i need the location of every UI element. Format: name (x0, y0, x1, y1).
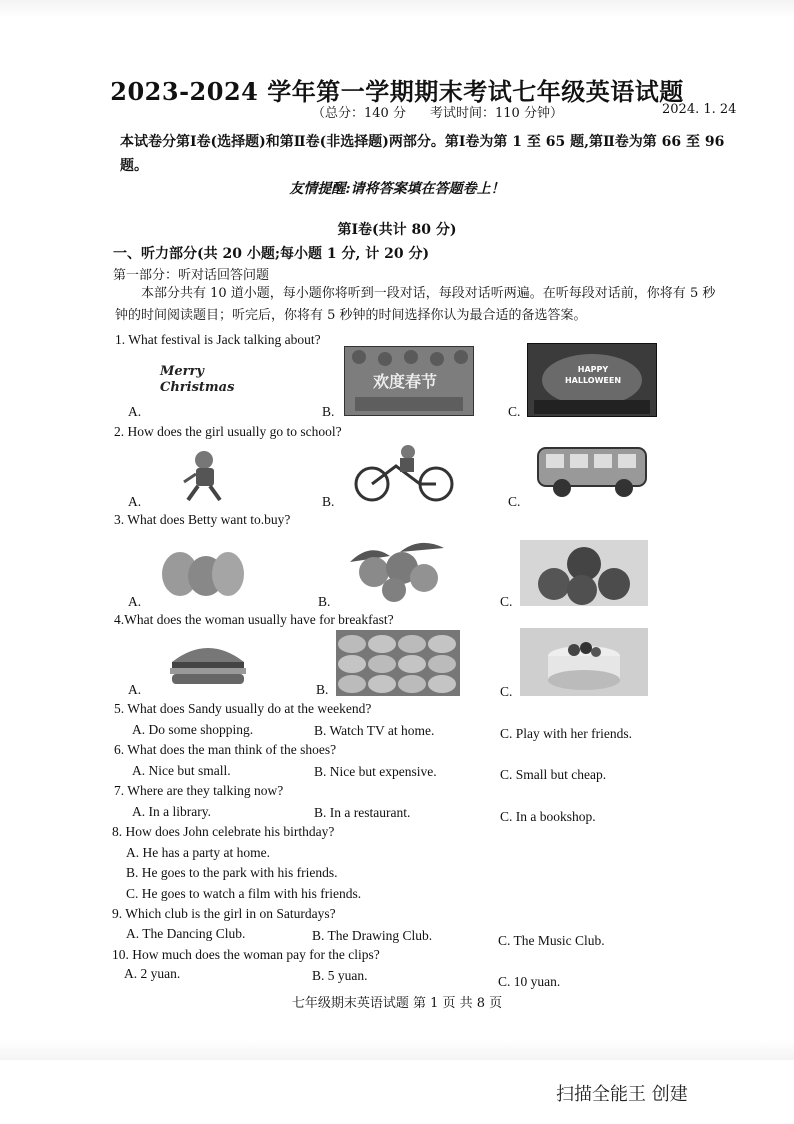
q2-option-a: A. (128, 494, 142, 509)
q5-option-a: A. Do some shopping. (132, 722, 254, 737)
q8-option-a: A. He has a party at home. (126, 845, 270, 860)
spring-festival-image: 欢度春节 (344, 346, 474, 416)
question-1: 1. What festival is Jack talking about? (115, 332, 321, 347)
q10-option-b: B. 5 yuan. (312, 968, 368, 983)
q5-option-c: C. Play with her friends. (500, 726, 632, 741)
total-score: （总分：140 分 (312, 106, 406, 121)
q6-option-b: B. Nice but expensive. (314, 764, 437, 779)
question-7: 7. Where are they talking now? (114, 783, 284, 798)
exam-date: 2024. 1. 24 (662, 102, 737, 117)
walking-girl-image (176, 448, 234, 504)
q7-option-c: C. In a bookshop. (500, 809, 596, 824)
q7-option-b: B. In a restaurant. (314, 805, 411, 820)
page-title: 2023-2024 学年第一学期期末考试七年级英语试题 (110, 77, 684, 106)
question-8: 8. How does John celebrate his birthday? (112, 824, 335, 839)
pears-image (158, 542, 248, 598)
page-footer: 七年级期末英语试题 第 1 页 共 8 页 (291, 996, 503, 1011)
question-6: 6. What does the man think of the shoes? (114, 742, 337, 757)
question-3: 3. What does Betty want to.buy? (114, 512, 291, 527)
halloween-image: HAPPY HALLOWEEN (527, 343, 657, 417)
school-bus-image (534, 444, 652, 500)
q5-option-b: B. Watch TV at home. (314, 723, 435, 738)
q4-option-a: A. (128, 682, 142, 697)
part-heading: 第Ⅰ卷(共计 80 分) (337, 222, 457, 238)
exam-time: 考试时间：110 分钟） (430, 106, 563, 121)
q3-option-a: A. (128, 594, 142, 609)
q3-option-b: B. (318, 594, 331, 609)
q4-option-b: B. (316, 682, 329, 697)
scanner-watermark: 扫描全能王 创建 (556, 1084, 688, 1105)
q4-option-c: C. (500, 684, 513, 699)
section-instructions: 本部分共有 10 道小题，每小题你将听到一段对话，每段对话听两遍。在听每段对话前，你将有 5 秒钟的时间阅读题目；听完后，你将有 5 秒钟的时间选择你认为最合适的备选答案。 (115, 286, 716, 323)
question-4: 4.What does the woman usually have for breakfast? (114, 612, 394, 627)
question-5: 5. What does Sandy usually do at the weekend? (114, 701, 372, 716)
q1-option-a: A. (128, 404, 142, 419)
section-subheading: 第一部分：听对话回答问题 (113, 268, 270, 283)
friendly-tip: 友情提醒:请将答案填在答题卷上！ (289, 181, 505, 197)
q10-option-c: C. 10 yuan. (498, 974, 561, 989)
q2-option-b: B. (322, 494, 335, 509)
q8-option-c: C. He goes to watch a film with his friends. (126, 886, 362, 901)
q1-option-b: B. (322, 404, 335, 419)
question-9: 9. Which club is the girl in on Saturdays? (112, 906, 336, 921)
dumplings-image (336, 630, 460, 696)
q9-option-c: C. The Music Club. (498, 933, 605, 948)
question-10: 10. How much does the woman pay for the clips? (112, 947, 380, 962)
q6-option-a: A. Nice but small. (132, 763, 231, 778)
q9-option-a: A. The Dancing Club. (126, 926, 246, 941)
oranges-image (340, 532, 454, 604)
q10-option-a: A. 2 yuan. (124, 966, 181, 981)
q9-option-b: B. The Drawing Club. (312, 928, 433, 943)
q7-option-a: A. In a library. (132, 804, 211, 819)
q6-option-c: C. Small but cheap. (500, 767, 607, 782)
q1-option-c: C. (508, 404, 521, 419)
christmas-image: Merry Christmas (160, 364, 235, 395)
q2-option-c: C. (508, 494, 521, 509)
q8-option-b: B. He goes to the park with his friends. (126, 865, 338, 880)
exam-intro: 本试卷分第Ⅰ卷(选择题)和第Ⅱ卷(非选择题)两部分。第Ⅰ卷为第 1 至 65 题,第Ⅱ卷为第 66 至 96题。 (120, 134, 725, 174)
cycling-girl-image (350, 444, 458, 502)
apples-image (520, 540, 648, 606)
section-heading: 一、听力部分(共 20 小题;每小题 1 分, 计 20 分) (113, 246, 430, 262)
hamburger-image (168, 640, 248, 688)
cake-image (520, 628, 648, 696)
q3-option-c: C. (500, 594, 513, 609)
question-2: 2. How does the girl usually go to school? (114, 424, 342, 439)
